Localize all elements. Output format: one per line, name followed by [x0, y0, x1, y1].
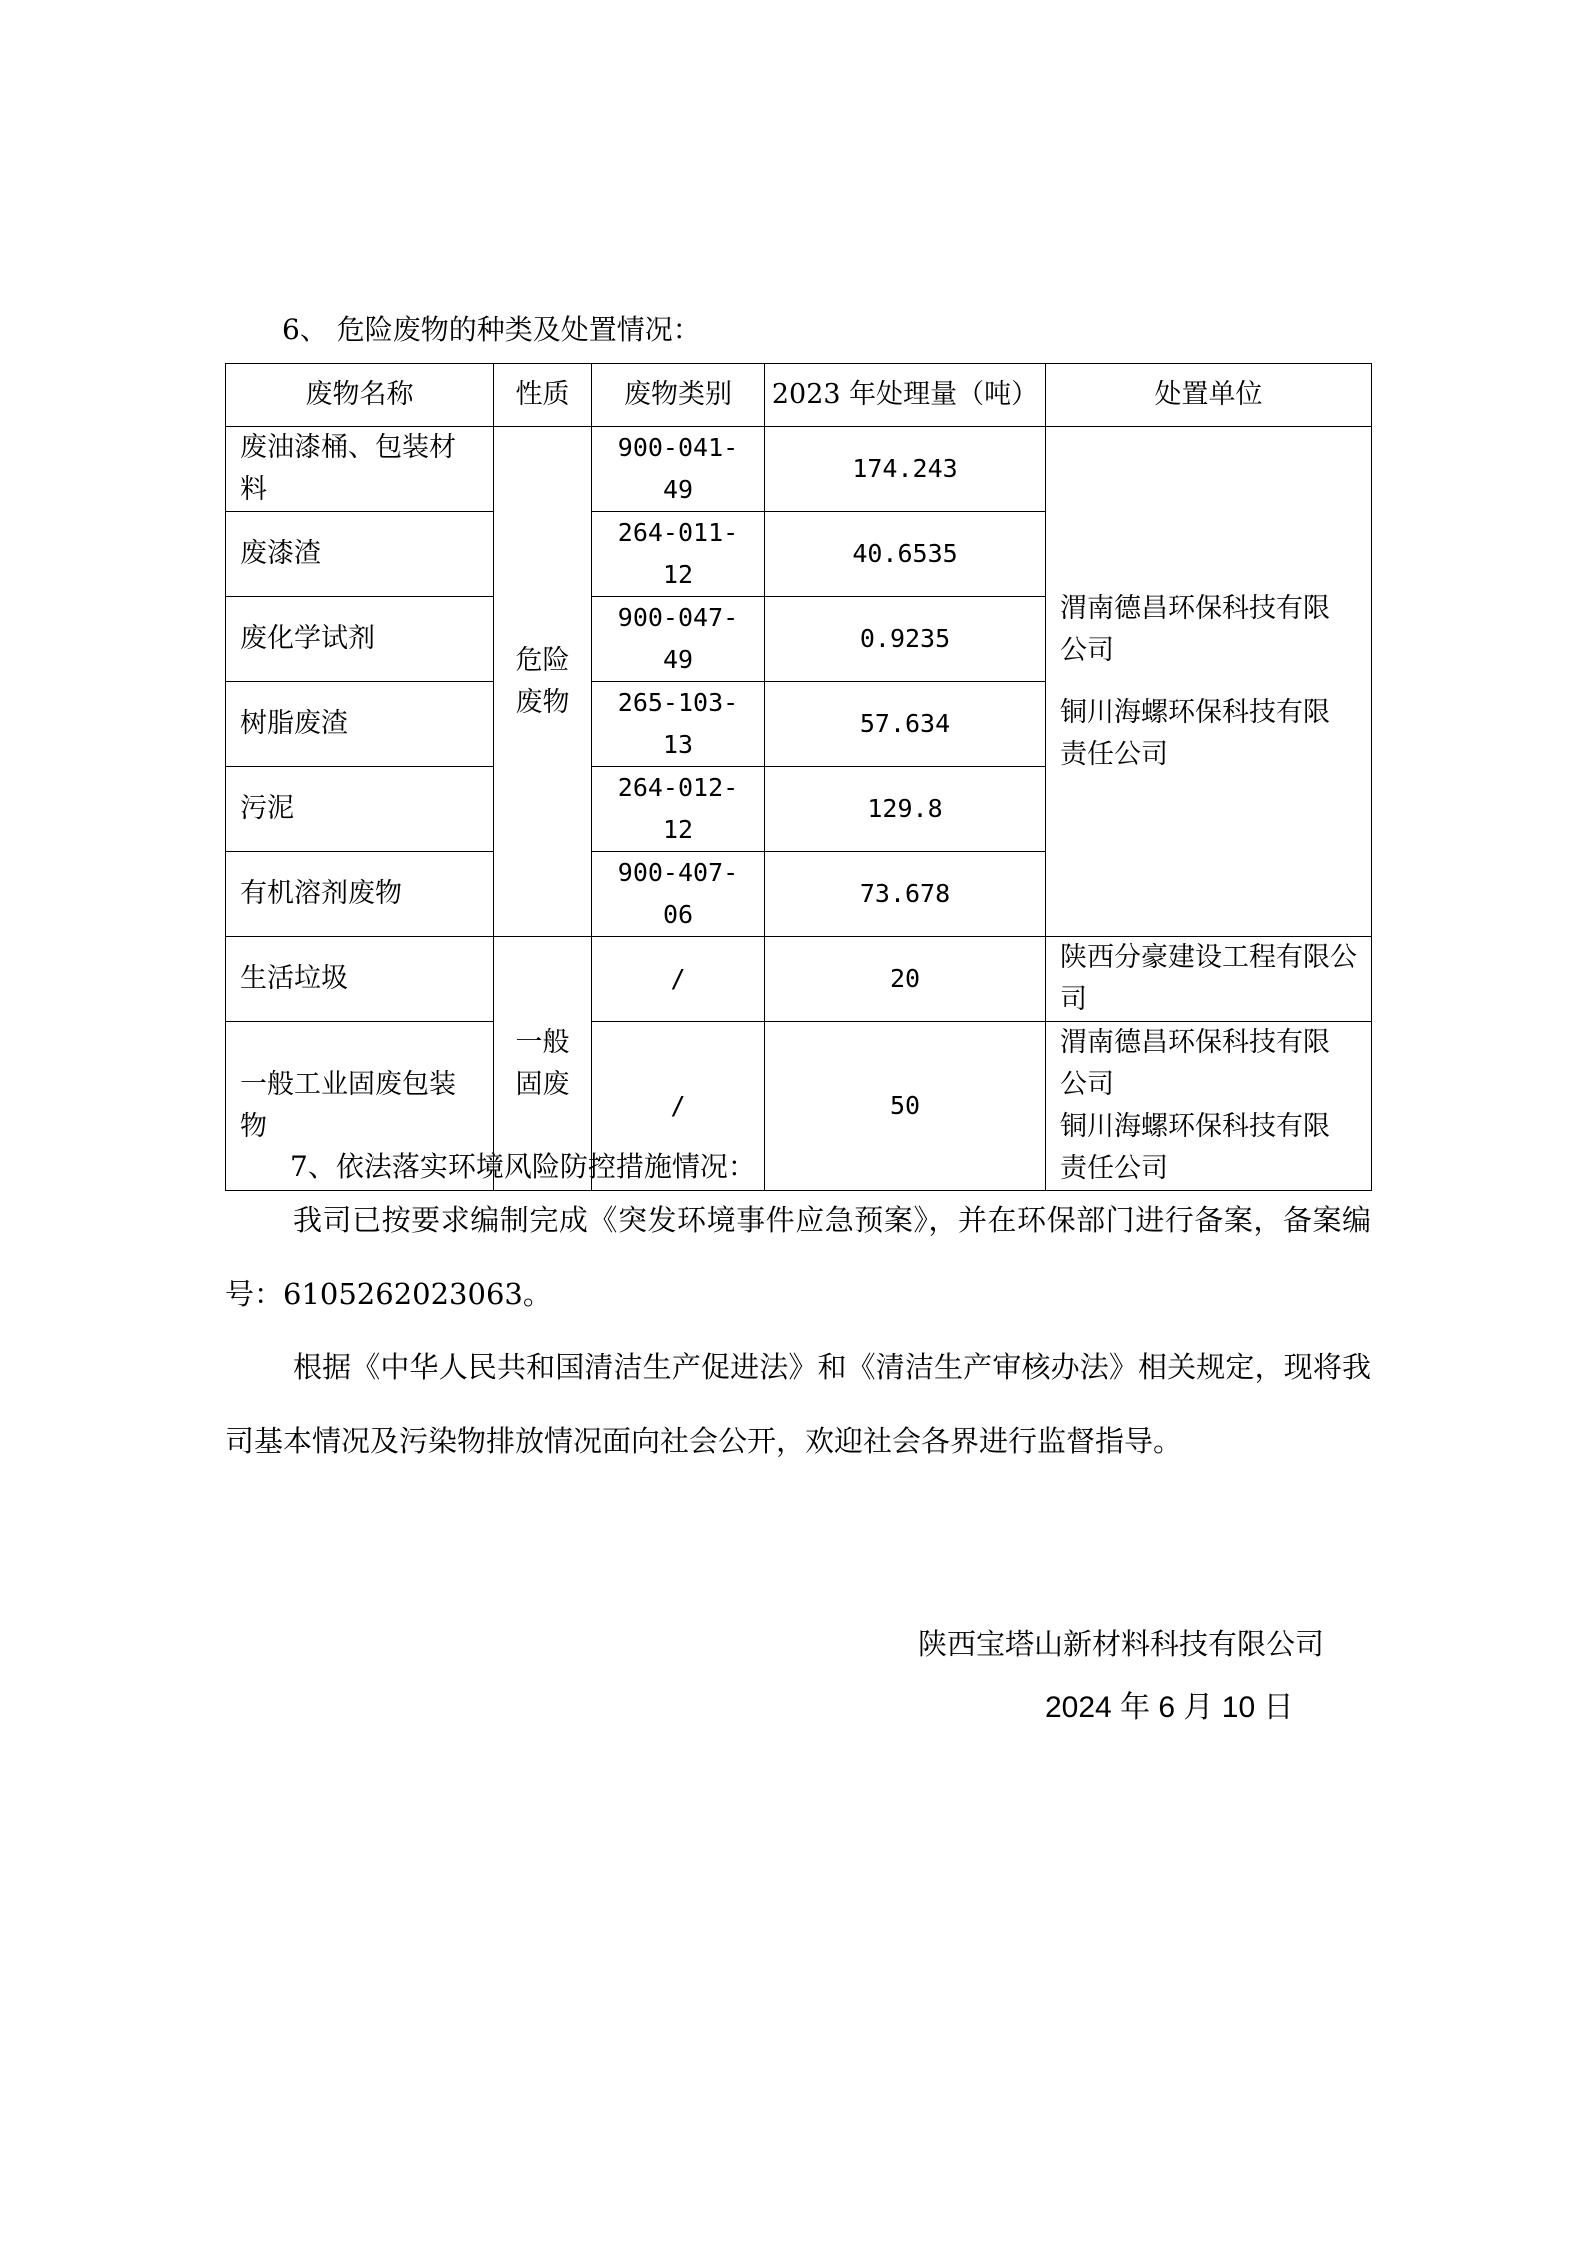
nature-cell-hazardous	[494, 427, 592, 937]
header-nature: 性质	[494, 364, 592, 427]
disposal-unit-line: 铜川海螺环保科技有限	[1060, 1111, 1330, 1142]
waste-code-cell: 900-407-06	[592, 852, 765, 937]
waste-name-cell: 废化学试剂	[226, 597, 494, 682]
waste-amount-cell: 50	[765, 1022, 1046, 1191]
table-row	[226, 937, 1372, 1022]
disposal-unit-line: 公司	[1060, 634, 1114, 666]
section-7-title: 7、依法落实环境风险防控措施情况：	[290, 1150, 756, 1183]
disposal-unit-line: 责任公司	[1060, 738, 1168, 770]
waste-name-cell: 废油漆桶、包装材料	[226, 427, 494, 512]
waste-amount-cell: 57.634	[765, 682, 1046, 767]
waste-amount-cell: 129.8	[765, 767, 1046, 852]
waste-name-cell: 废漆渣	[226, 512, 494, 597]
waste-code-cell: 264-011-12	[592, 512, 765, 597]
disposal-unit-line: 渭南德昌环保科技有限	[1060, 1027, 1330, 1058]
disposal-unit-cell-hazardous	[1046, 427, 1372, 937]
table-header-row	[226, 364, 1372, 427]
header-amount-2023: 2023 年处理量（吨）	[765, 364, 1046, 427]
waste-code-cell: 264-012-12	[592, 767, 765, 852]
waste-name-cell: 生活垃圾	[226, 937, 494, 1022]
signature-date: 2024 年 6 月 10 日	[1045, 1691, 1294, 1724]
header-waste-name: 废物名称	[226, 364, 494, 427]
waste-name-cell: 一般工业固废包装物	[226, 1022, 494, 1191]
disposal-unit-cell	[1046, 1022, 1372, 1191]
disposal-unit-line: 渭南德昌环保科技有限	[1060, 592, 1330, 624]
waste-code-cell: 900-041-49	[592, 427, 765, 512]
nature-hazardous-text: 危险废物	[515, 644, 570, 718]
waste-code-cell: 265-103-13	[592, 682, 765, 767]
waste-name-cell: 污泥	[226, 767, 494, 852]
header-disposal-unit: 处置单位	[1046, 364, 1372, 427]
waste-name-cell: 树脂废渣	[226, 682, 494, 767]
disposal-unit-line: 铜川海螺环保科技有限	[1060, 696, 1330, 728]
nature-general-text: 一般固废	[515, 1026, 570, 1100]
disposal-unit-cell: 陕西分豪建设工程有限公司	[1046, 937, 1372, 1022]
table-row	[226, 427, 1372, 512]
waste-name-cell: 有机溶剂废物	[226, 852, 494, 937]
disposal-unit-line: 责任公司	[1060, 1153, 1168, 1184]
waste-code-cell: /	[592, 1022, 765, 1191]
disposal-unit-line: 公司	[1060, 1069, 1114, 1100]
public-disclosure-paragraph: 根据《中华人民共和国清洁生产促进法》和《清洁生产审核办法》相关规定，现将我司基本情况及污染物排放情况面向社会公开，欢迎社会各界进行监督指导。	[225, 1350, 1371, 1458]
hazardous-waste-table	[225, 363, 1372, 1191]
waste-amount-cell: 40.6535	[765, 512, 1046, 597]
waste-amount-cell: 20	[765, 937, 1046, 1022]
company-signature: 陕西宝塔山新材料科技有限公司	[918, 1627, 1325, 1661]
waste-code-cell: 900-047-49	[592, 597, 765, 682]
waste-code-cell: /	[592, 937, 765, 1022]
waste-amount-cell: 73.678	[765, 852, 1046, 937]
header-waste-category: 废物类别	[592, 364, 765, 427]
section-6-title: 6、 危险废物的种类及处置情况：	[282, 313, 701, 346]
waste-amount-cell: 0.9235	[765, 597, 1046, 682]
waste-amount-cell: 174.243	[765, 427, 1046, 512]
emergency-plan-paragraph: 我司已按要求编制完成《突发环境事件应急预案》，并在环保部门进行备案，备案编号：6105262023063。	[225, 1203, 1371, 1311]
